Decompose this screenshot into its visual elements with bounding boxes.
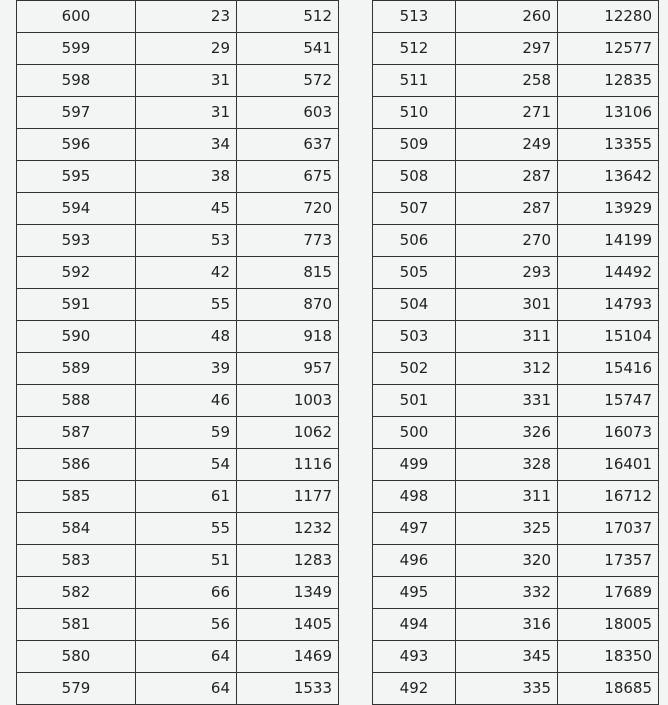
table-row bbox=[17, 321, 339, 353]
count-cell: 271 bbox=[456, 97, 558, 129]
cumulative-cell: 18350 bbox=[558, 641, 659, 673]
count-cell: 64 bbox=[136, 673, 237, 705]
cumulative-cell: 14492 bbox=[558, 257, 659, 289]
score-cell: 496 bbox=[373, 545, 456, 577]
score-table-left-body bbox=[17, 1, 339, 705]
cumulative-cell: 16401 bbox=[558, 449, 659, 481]
count-cell: 311 bbox=[456, 481, 558, 513]
table-row bbox=[17, 97, 339, 129]
table-row bbox=[17, 481, 339, 513]
cumulative-cell: 1177 bbox=[237, 481, 339, 513]
cumulative-cell: 14199 bbox=[558, 225, 659, 257]
score-cell: 492 bbox=[373, 673, 456, 705]
count-cell: 42 bbox=[136, 257, 237, 289]
score-cell: 509 bbox=[373, 129, 456, 161]
cumulative-cell: 16073 bbox=[558, 417, 659, 449]
score-cell: 581 bbox=[17, 609, 136, 641]
count-cell: 46 bbox=[136, 385, 237, 417]
score-cell: 498 bbox=[373, 481, 456, 513]
cumulative-cell: 815 bbox=[237, 257, 339, 289]
table-row bbox=[373, 641, 659, 673]
score-cell: 587 bbox=[17, 417, 136, 449]
cumulative-cell: 18005 bbox=[558, 609, 659, 641]
score-cell: 593 bbox=[17, 225, 136, 257]
count-cell: 56 bbox=[136, 609, 237, 641]
cumulative-cell: 18685 bbox=[558, 673, 659, 705]
score-cell: 506 bbox=[373, 225, 456, 257]
cumulative-cell: 572 bbox=[237, 65, 339, 97]
cumulative-cell: 1469 bbox=[237, 641, 339, 673]
table-row bbox=[17, 609, 339, 641]
count-cell: 287 bbox=[456, 193, 558, 225]
cumulative-cell: 13355 bbox=[558, 129, 659, 161]
count-cell: 31 bbox=[136, 97, 237, 129]
table-row bbox=[17, 673, 339, 705]
cumulative-cell: 773 bbox=[237, 225, 339, 257]
score-cell: 501 bbox=[373, 385, 456, 417]
score-table-right-body bbox=[373, 1, 659, 705]
count-cell: 53 bbox=[136, 225, 237, 257]
count-cell: 325 bbox=[456, 513, 558, 545]
count-cell: 59 bbox=[136, 417, 237, 449]
table-row bbox=[17, 641, 339, 673]
table-row bbox=[17, 257, 339, 289]
score-cell: 586 bbox=[17, 449, 136, 481]
count-cell: 326 bbox=[456, 417, 558, 449]
score-cell: 494 bbox=[373, 609, 456, 641]
cumulative-cell: 15416 bbox=[558, 353, 659, 385]
score-cell: 584 bbox=[17, 513, 136, 545]
cumulative-cell: 12280 bbox=[558, 1, 659, 33]
score-cell: 497 bbox=[373, 513, 456, 545]
score-cell: 508 bbox=[373, 161, 456, 193]
cumulative-cell: 1116 bbox=[237, 449, 339, 481]
count-cell: 297 bbox=[456, 33, 558, 65]
score-cell: 580 bbox=[17, 641, 136, 673]
cumulative-cell: 15104 bbox=[558, 321, 659, 353]
table-row bbox=[17, 65, 339, 97]
count-cell: 31 bbox=[136, 65, 237, 97]
table-row bbox=[373, 385, 659, 417]
count-cell: 55 bbox=[136, 289, 237, 321]
score-cell: 600 bbox=[17, 1, 136, 33]
count-cell: 332 bbox=[456, 577, 558, 609]
score-cell: 579 bbox=[17, 673, 136, 705]
count-cell: 258 bbox=[456, 65, 558, 97]
cumulative-cell: 1349 bbox=[237, 577, 339, 609]
table-row bbox=[373, 257, 659, 289]
table-row bbox=[373, 673, 659, 705]
cumulative-cell: 870 bbox=[237, 289, 339, 321]
score-cell: 493 bbox=[373, 641, 456, 673]
table-row bbox=[17, 33, 339, 65]
score-cell: 502 bbox=[373, 353, 456, 385]
score-table-right bbox=[372, 0, 659, 705]
score-cell: 590 bbox=[17, 321, 136, 353]
table-row bbox=[17, 161, 339, 193]
table-row bbox=[17, 417, 339, 449]
score-cell: 585 bbox=[17, 481, 136, 513]
count-cell: 45 bbox=[136, 193, 237, 225]
cumulative-cell: 16712 bbox=[558, 481, 659, 513]
cumulative-cell: 1062 bbox=[237, 417, 339, 449]
table-row bbox=[17, 449, 339, 481]
count-cell: 270 bbox=[456, 225, 558, 257]
score-cell: 510 bbox=[373, 97, 456, 129]
score-cell: 596 bbox=[17, 129, 136, 161]
count-cell: 34 bbox=[136, 129, 237, 161]
table-row bbox=[373, 449, 659, 481]
score-cell: 495 bbox=[373, 577, 456, 609]
table-row bbox=[17, 353, 339, 385]
table-row bbox=[373, 161, 659, 193]
table-row bbox=[373, 577, 659, 609]
cumulative-cell: 675 bbox=[237, 161, 339, 193]
count-cell: 38 bbox=[136, 161, 237, 193]
table-row bbox=[17, 545, 339, 577]
table-row bbox=[373, 289, 659, 321]
table-row bbox=[373, 545, 659, 577]
count-cell: 311 bbox=[456, 321, 558, 353]
cumulative-cell: 13106 bbox=[558, 97, 659, 129]
count-cell: 260 bbox=[456, 1, 558, 33]
count-cell: 320 bbox=[456, 545, 558, 577]
cumulative-cell: 17357 bbox=[558, 545, 659, 577]
count-cell: 39 bbox=[136, 353, 237, 385]
table-row bbox=[373, 481, 659, 513]
table-row bbox=[373, 609, 659, 641]
cumulative-cell: 13642 bbox=[558, 161, 659, 193]
score-cell: 499 bbox=[373, 449, 456, 481]
score-cell: 503 bbox=[373, 321, 456, 353]
count-cell: 23 bbox=[136, 1, 237, 33]
score-cell: 583 bbox=[17, 545, 136, 577]
count-cell: 335 bbox=[456, 673, 558, 705]
count-cell: 51 bbox=[136, 545, 237, 577]
table-row bbox=[373, 225, 659, 257]
count-cell: 61 bbox=[136, 481, 237, 513]
count-cell: 66 bbox=[136, 577, 237, 609]
count-cell: 312 bbox=[456, 353, 558, 385]
count-cell: 54 bbox=[136, 449, 237, 481]
score-cell: 582 bbox=[17, 577, 136, 609]
score-cell: 513 bbox=[373, 1, 456, 33]
cumulative-cell: 918 bbox=[237, 321, 339, 353]
table-row bbox=[17, 129, 339, 161]
table-row bbox=[373, 513, 659, 545]
cumulative-cell: 1405 bbox=[237, 609, 339, 641]
table-row bbox=[373, 1, 659, 33]
cumulative-cell: 957 bbox=[237, 353, 339, 385]
cumulative-cell: 14793 bbox=[558, 289, 659, 321]
cumulative-cell: 12577 bbox=[558, 33, 659, 65]
cumulative-cell: 15747 bbox=[558, 385, 659, 417]
cumulative-cell: 1283 bbox=[237, 545, 339, 577]
score-cell: 598 bbox=[17, 65, 136, 97]
count-cell: 293 bbox=[456, 257, 558, 289]
table-row bbox=[17, 289, 339, 321]
table-row bbox=[373, 97, 659, 129]
cumulative-cell: 541 bbox=[237, 33, 339, 65]
score-cell: 511 bbox=[373, 65, 456, 97]
cumulative-cell: 1533 bbox=[237, 673, 339, 705]
cumulative-cell: 12835 bbox=[558, 65, 659, 97]
cumulative-cell: 720 bbox=[237, 193, 339, 225]
cumulative-cell: 637 bbox=[237, 129, 339, 161]
count-cell: 48 bbox=[136, 321, 237, 353]
cumulative-cell: 17689 bbox=[558, 577, 659, 609]
cumulative-cell: 1232 bbox=[237, 513, 339, 545]
table-row bbox=[373, 321, 659, 353]
score-cell: 594 bbox=[17, 193, 136, 225]
count-cell: 29 bbox=[136, 33, 237, 65]
table-row bbox=[373, 129, 659, 161]
cumulative-cell: 13929 bbox=[558, 193, 659, 225]
cumulative-cell: 17037 bbox=[558, 513, 659, 545]
score-cell: 589 bbox=[17, 353, 136, 385]
count-cell: 55 bbox=[136, 513, 237, 545]
table-row bbox=[373, 353, 659, 385]
table-row bbox=[373, 193, 659, 225]
table-row bbox=[373, 65, 659, 97]
score-cell: 599 bbox=[17, 33, 136, 65]
table-row bbox=[17, 193, 339, 225]
count-cell: 316 bbox=[456, 609, 558, 641]
score-cell: 592 bbox=[17, 257, 136, 289]
table-row bbox=[17, 385, 339, 417]
score-cell: 595 bbox=[17, 161, 136, 193]
table-row bbox=[17, 513, 339, 545]
table-row bbox=[373, 417, 659, 449]
table-row bbox=[17, 1, 339, 33]
count-cell: 328 bbox=[456, 449, 558, 481]
score-cell: 591 bbox=[17, 289, 136, 321]
table-row bbox=[17, 577, 339, 609]
count-cell: 331 bbox=[456, 385, 558, 417]
score-cell: 504 bbox=[373, 289, 456, 321]
count-cell: 287 bbox=[456, 161, 558, 193]
count-cell: 249 bbox=[456, 129, 558, 161]
score-cell: 500 bbox=[373, 417, 456, 449]
score-cell: 588 bbox=[17, 385, 136, 417]
score-cell: 507 bbox=[373, 193, 456, 225]
score-cell: 597 bbox=[17, 97, 136, 129]
score-cell: 505 bbox=[373, 257, 456, 289]
cumulative-cell: 603 bbox=[237, 97, 339, 129]
cumulative-cell: 1003 bbox=[237, 385, 339, 417]
table-row bbox=[17, 225, 339, 257]
cumulative-cell: 512 bbox=[237, 1, 339, 33]
table-row bbox=[373, 33, 659, 65]
count-cell: 301 bbox=[456, 289, 558, 321]
score-table-left bbox=[16, 0, 339, 705]
count-cell: 64 bbox=[136, 641, 237, 673]
count-cell: 345 bbox=[456, 641, 558, 673]
score-cell: 512 bbox=[373, 33, 456, 65]
